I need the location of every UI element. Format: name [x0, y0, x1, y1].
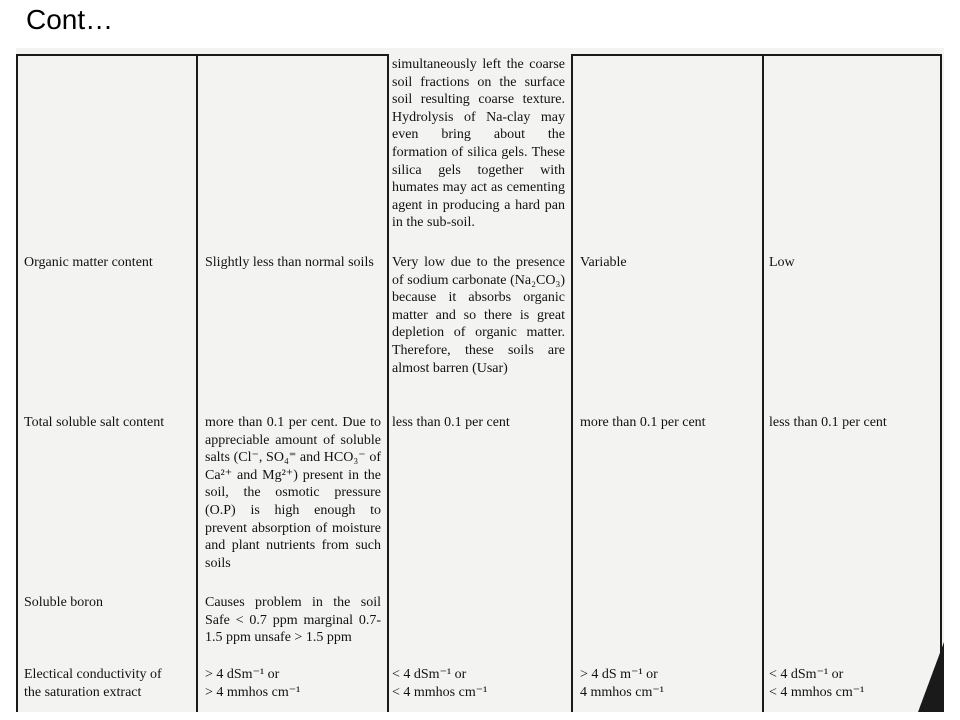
ec-col5	[769, 666, 935, 701]
scanned-table	[16, 48, 944, 712]
organic-col3: Very low due to the presence of sodium carbonate (Na₂CO₃) because it absorbs organic matter and so there is great depletion of organic matter. Therefore, these soils are almost barren (Usar)	[392, 255, 565, 376]
salt-col3: less than 0.1 per cent	[392, 415, 510, 430]
page-corner-shadow	[918, 642, 944, 712]
table-border-right	[940, 54, 942, 712]
ec-col3-line1: < 4 dSm⁻¹ or	[392, 667, 467, 682]
column-divider-2	[387, 54, 389, 712]
row-label-soluble-salt: Total soluble salt content	[24, 415, 165, 430]
ec-col4-line1: > 4 dS m⁻¹ or	[580, 667, 658, 682]
table-top-border-left	[16, 54, 387, 56]
table-border-left	[16, 54, 18, 712]
ec-col4	[580, 666, 756, 701]
organic-col4: Variable	[580, 255, 627, 270]
ec-col3	[392, 666, 565, 701]
table-top-border-right	[571, 54, 942, 56]
salt-col4: more than 0.1 per cent	[580, 415, 706, 430]
organic-col2: Slightly less than normal soils	[205, 255, 374, 270]
row-label-electrical-conductivity	[24, 666, 196, 701]
ec-col2-line2: > 4 mmhos cm⁻¹	[205, 684, 301, 700]
ec-col5-line1: < 4 dSm⁻¹ or	[769, 667, 844, 682]
ec-label-line2: the saturation extract	[24, 684, 142, 700]
column-divider-1	[196, 54, 198, 712]
ec-label-line1: Electical conductivity of	[24, 667, 162, 682]
boron-col2: Causes problem in the soil Safe < 0.7 ppm marginal 0.7-1.5 ppm unsafe > 1.5 ppm	[205, 595, 381, 646]
row-label-soluble-boron: Soluble boron	[24, 595, 103, 610]
ec-col2-line1: > 4 dSm⁻¹ or	[205, 667, 280, 682]
ec-col2	[205, 666, 381, 701]
row-label-organic-matter: Organic matter content	[24, 255, 153, 270]
column-divider-4	[762, 54, 764, 712]
ec-col4-line2: 4 mmhos cm⁻¹	[580, 684, 664, 700]
salt-col2: more than 0.1 per cent. Due to appreciable amount of soluble salts (Cl⁻, SO₄⁼ and HCO₃⁻ of Ca²⁺ and Mg²⁺) present in the soil, the osmotic pressure (O.P) is high enough to prevent absorption of moisture and plant nutrients from such soils	[205, 415, 381, 571]
ec-col5-line2: < 4 mmhos cm⁻¹	[769, 684, 865, 700]
salt-col5: less than 0.1 per cent	[769, 415, 887, 430]
slide-title: Cont…	[26, 4, 114, 35]
ec-col3-line2: < 4 mmhos cm⁻¹	[392, 684, 488, 700]
organic-col5: Low	[769, 255, 795, 270]
column-divider-3	[571, 54, 573, 712]
intro-col3-text: simultaneously left the coarse soil fractions on the surface soil resulting coarse texture. Hydrolysis of Na-clay may even bring about the formation of silica gels. These silica gels together with humates may act as cementing agent in producing a hard pan in the sub-soil.	[392, 57, 565, 231]
